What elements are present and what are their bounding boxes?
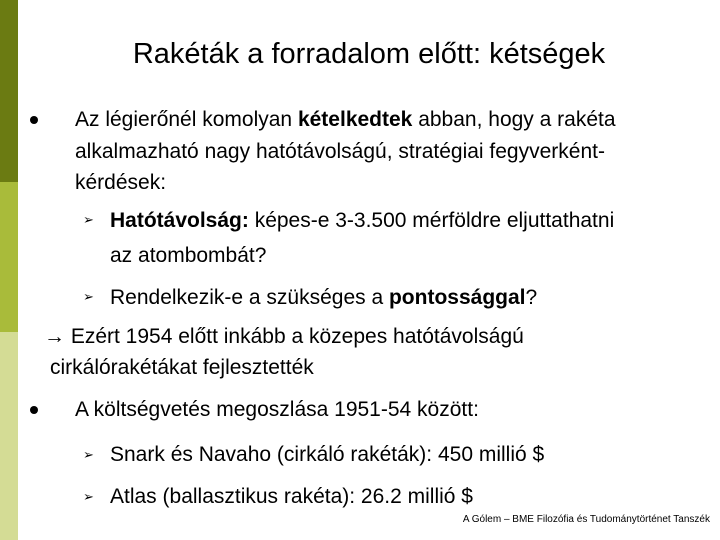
sub-bullet-1-bold: Hatótávolság: xyxy=(110,209,249,232)
decor-bar-dark xyxy=(0,0,18,182)
bullet-1-text-end: abban, hogy a rakéta xyxy=(412,108,616,131)
bullet-1-bold: kételkedtek xyxy=(297,108,413,131)
bullet-1-text: Az légierőnél komolyan xyxy=(75,108,298,131)
note-line-1 xyxy=(44,324,524,350)
bullet-2: A költségvetés megoszlása 1951-54 között: xyxy=(75,398,479,421)
bullet-dot-icon xyxy=(30,116,38,124)
sub-bullet-2 xyxy=(110,285,537,311)
sub-bullet-3: Snark és Navaho (cirkáló rakéták): 450 millió $ xyxy=(110,443,545,466)
note-line-2: cirkálórakétákat fejlesztették xyxy=(50,356,314,379)
decor-bar-mid xyxy=(0,182,18,332)
right-arrow-icon: → xyxy=(44,325,65,348)
slide-title: Rakéták a forradalom előtt: kétségek xyxy=(132,38,606,70)
sub-bullet-2-text: Rendelkezik-e a szükséges a xyxy=(110,286,389,309)
sub-bullet-1-text: képes-e 3-3.500 mérföldre eljuttathatni xyxy=(248,209,615,232)
sub-bullet-2-text-end: ? xyxy=(525,286,538,309)
sub-bullet-1-line-2: az atombombát? xyxy=(110,244,267,267)
arrow-bullet-icon: ➢ xyxy=(83,289,94,304)
bullet-1-line-2: alkalmazható nagy hatótávolságú, stratégiai fegyverként- xyxy=(75,140,605,163)
bullet-1-line-1 xyxy=(75,107,616,133)
sub-bullet-4: Atlas (ballasztikus rakéta): 26.2 millió $ xyxy=(110,485,473,508)
bullet-dot-icon xyxy=(30,406,38,414)
bullet-1-line-3: kérdések: xyxy=(75,171,167,194)
arrow-bullet-icon: ➢ xyxy=(83,212,94,227)
footer-credit: A Gólem – BME Filozófia és Tudománytörténet Tanszék xyxy=(462,514,710,525)
arrow-bullet-icon: ➢ xyxy=(83,489,94,504)
decor-bar-light xyxy=(0,332,18,540)
arrow-bullet-icon: ➢ xyxy=(83,447,94,462)
note-text: Ezért 1954 előtt inkább a közepes hatótávolságú xyxy=(65,325,524,348)
sub-bullet-2-bold: pontossággal xyxy=(388,286,526,309)
sub-bullet-1-line-1 xyxy=(110,208,614,234)
